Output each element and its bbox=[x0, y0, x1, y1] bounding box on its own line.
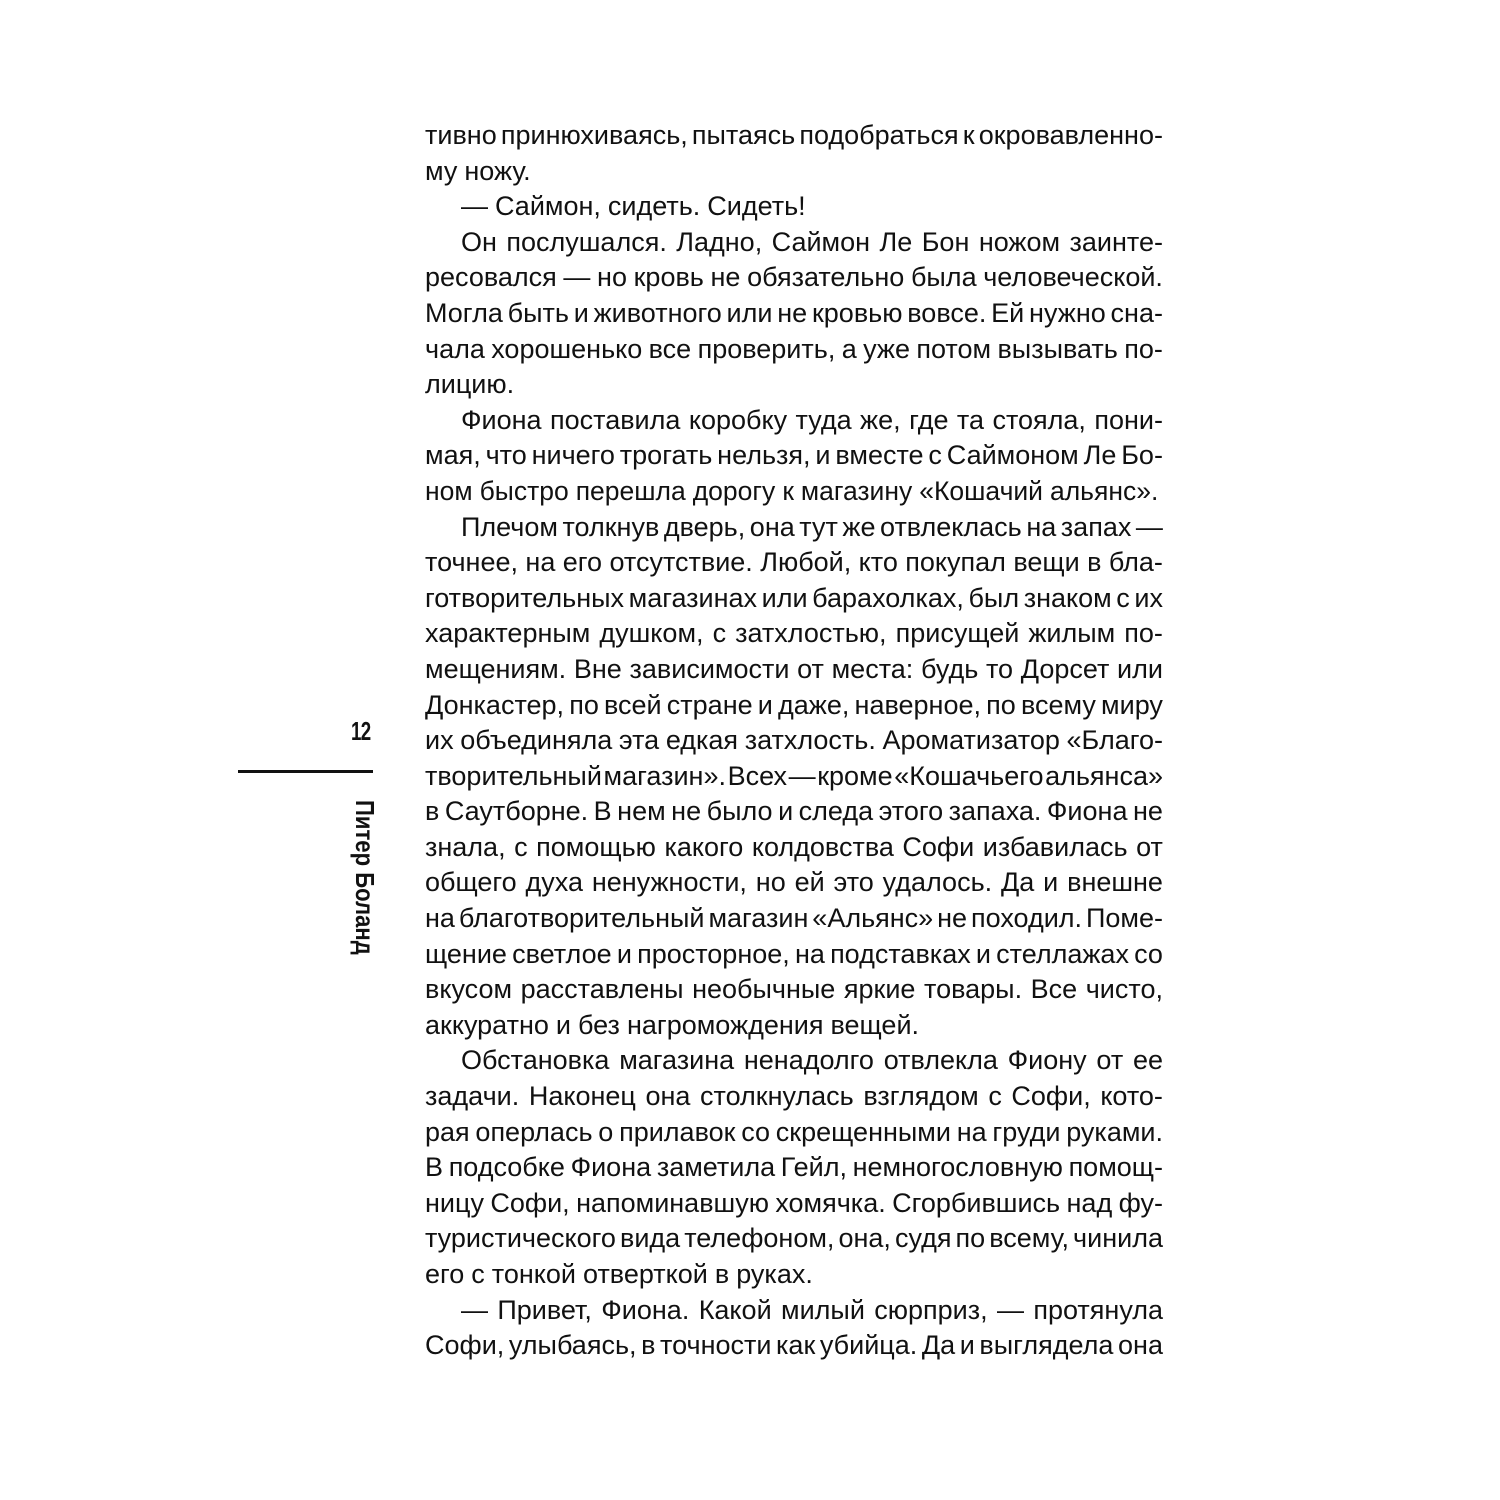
text-line: ницу Софи, напоминавшую хомячка. Сгорбившись над фу- bbox=[425, 1187, 1163, 1218]
text-line: рая оперлась о прилавок со скрещенными на груди руками. bbox=[425, 1116, 1163, 1147]
text-line: вкусом расставлены необычные яркие товары. Все чисто, bbox=[425, 974, 1163, 1005]
body-text bbox=[425, 118, 1163, 1364]
text-line: — Саймон, сидеть. Сидеть! bbox=[461, 191, 806, 222]
text-line: В подсобке Фиона заметила Гейл, немногословную помощ- bbox=[425, 1152, 1163, 1183]
margin-rule bbox=[238, 770, 373, 773]
text-line: в Саутборне. В нем не было и следа этого запаха. Фиона не bbox=[425, 796, 1163, 827]
text-line: аккуратно и без нагромождения вещей. bbox=[425, 1009, 920, 1040]
text-line: Фиона поставила коробку туда же, где та стояла, пони- bbox=[461, 404, 1163, 435]
text-line: мещениям. Вне зависимости от места: будь то Дорсет или bbox=[425, 653, 1163, 684]
text-line: его с тонкой отверткой в руках. bbox=[425, 1259, 813, 1289]
text-line: Обстановка магазина ненадолго отвлекла Фиону от ее bbox=[461, 1045, 1163, 1076]
text-line: Донкастер, по всей стране и даже, наверное, по всему миру bbox=[425, 689, 1163, 720]
text-line: творительный магазин». Всех — кроме «Кошачьего альянса» bbox=[425, 760, 1163, 791]
text-line: ресовался — но кровь не обязательно была человеческой. bbox=[425, 262, 1163, 293]
text-line: мая, что ничего трогать нельзя, и вместе с Саймоном Ле Бо- bbox=[425, 440, 1163, 471]
text-line: задачи. Наконец она столкнулась взглядом с Софи, кото- bbox=[425, 1081, 1163, 1112]
text-line: знала, с помощью какого колдовства Софи избавилась от bbox=[425, 831, 1163, 862]
page-number: 12 bbox=[351, 716, 371, 746]
text-line: готворительных магазинах или барахолках, был знаком с их bbox=[425, 582, 1163, 613]
text-line: Софи, улыбаясь, в точности как убийца. Да и выглядела она bbox=[425, 1330, 1163, 1361]
text-line: щение светлое и просторное, на подставках и стеллажах со bbox=[425, 938, 1163, 969]
text-line: — Привет, Фиона. Какой милый сюрприз, — протянула bbox=[461, 1294, 1163, 1325]
text-line: их объединяла эта едкая затхлость. Ароматизатор «Благо- bbox=[425, 725, 1163, 756]
running-head-author: Питер Боланд bbox=[350, 800, 380, 955]
text-line: на благотворительный магазин «Альянс» не походил. Поме- bbox=[425, 903, 1163, 934]
text-line: ном быстро перешла дорогу к магазину «Кошачий альянс». bbox=[425, 475, 1159, 506]
text-line: точнее, на его отсутствие. Любой, кто покупал вещи в бла- bbox=[425, 547, 1163, 578]
text-line: му ножу. bbox=[425, 155, 531, 186]
text-line: лицию. bbox=[425, 369, 515, 400]
text-line: чала хорошенько все проверить, а уже потом вызывать по- bbox=[425, 333, 1163, 364]
text-line: общего духа ненужности, но ей это удалось. Да и внешне bbox=[425, 867, 1163, 898]
text-line: характерным душком, с затхлостью, присущей жилым по- bbox=[425, 618, 1163, 649]
text-line: Плечом толкнув дверь, она тут же отвлеклась на запах — bbox=[461, 511, 1163, 542]
text-line: Могла быть и животного или не кровью вовсе. Ей нужно сна- bbox=[425, 297, 1163, 328]
text-line: туристического вида телефоном, она, судя по всему, чинила bbox=[425, 1223, 1163, 1254]
text-line: тивно принюхиваясь, пытаясь подобраться к окровавленно- bbox=[425, 120, 1163, 150]
text-line: Он послушался. Ладно, Саймон Ле Бон ножом заинте- bbox=[461, 226, 1163, 257]
